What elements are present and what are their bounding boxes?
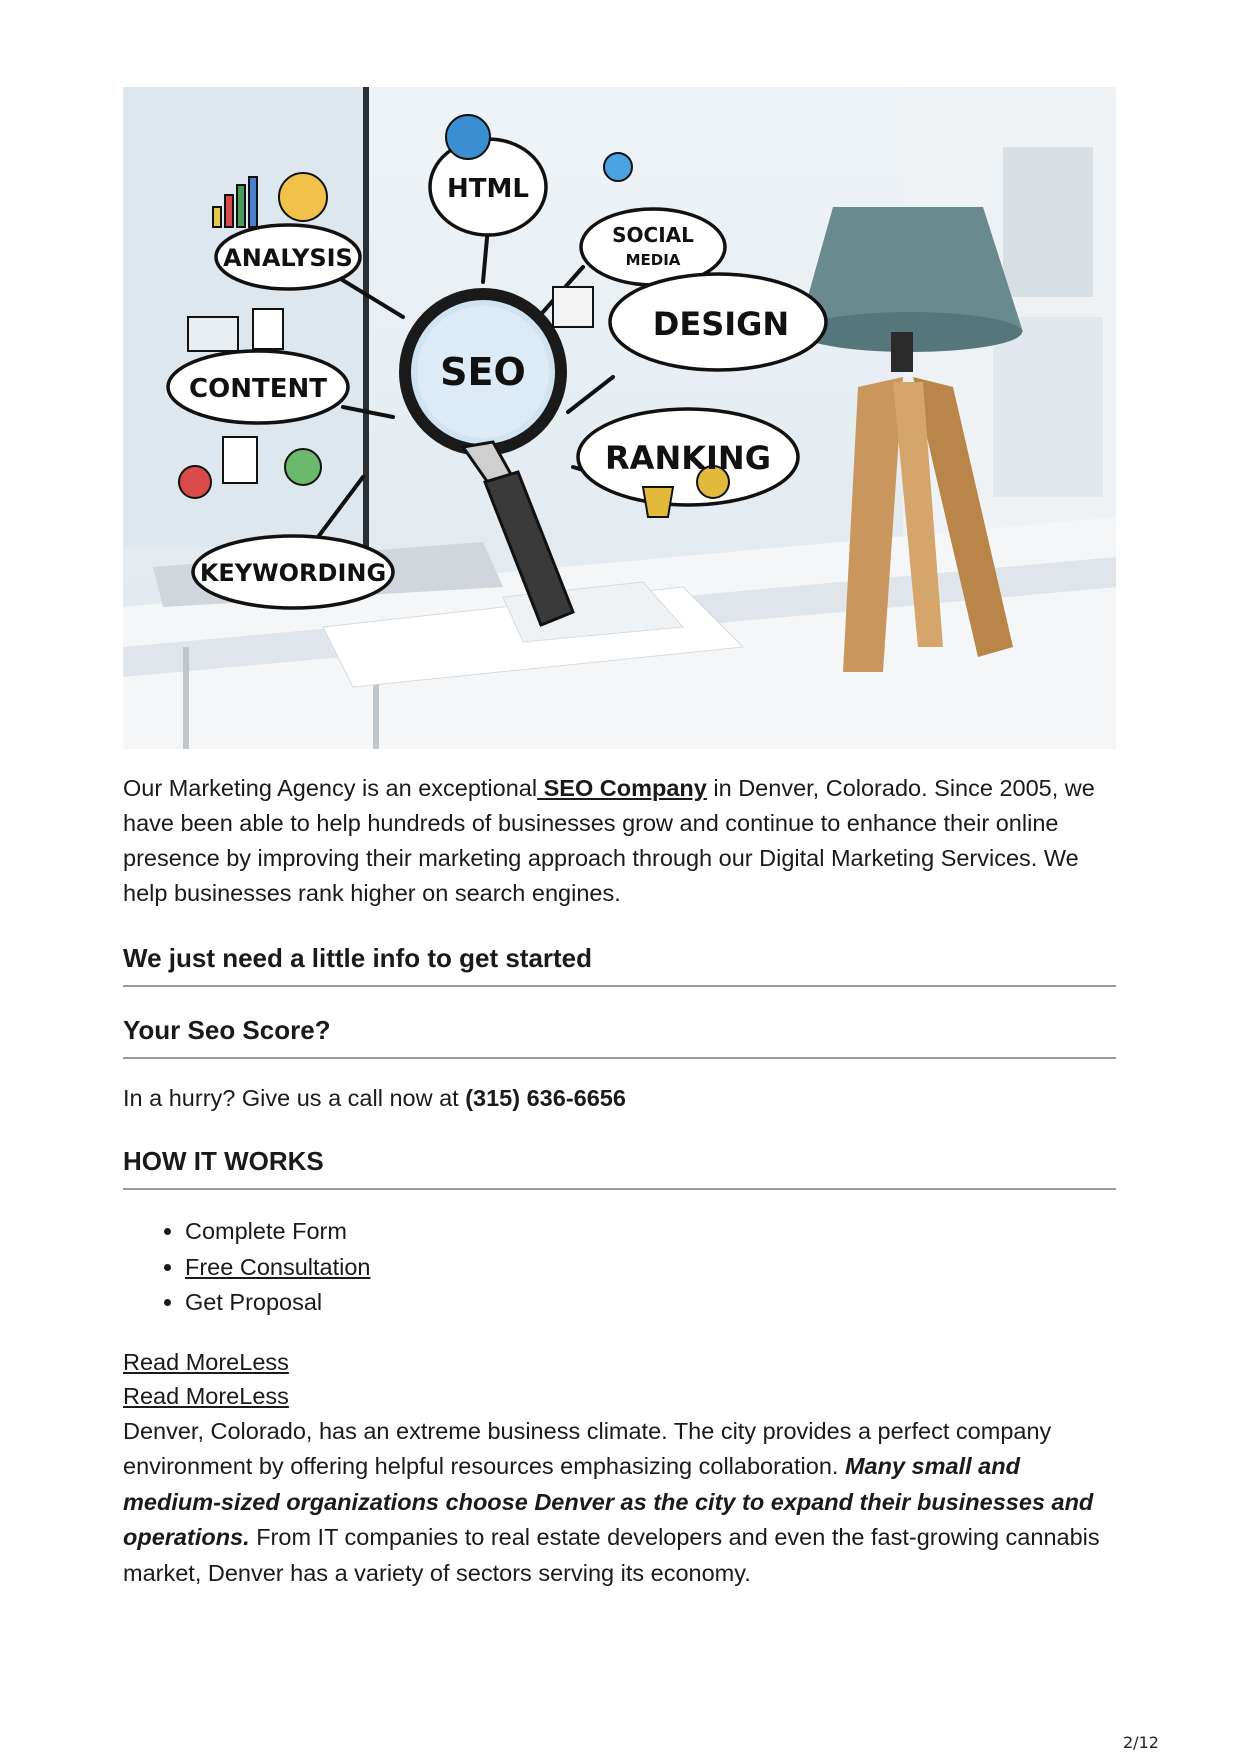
content-label: CONTENT: [189, 374, 327, 404]
heading-how-it-works: HOW IT WORKS: [123, 1144, 1116, 1190]
media-label: MEDIA: [625, 251, 681, 269]
closing-text-2: From IT companies to real estate developers and even the fast-growing cannabis market, Denver has a variety of sectors serving its economy.: [123, 1524, 1100, 1586]
social-label: SOCIAL: [612, 223, 694, 247]
read-more-block: [123, 1345, 1116, 1414]
seo-illustration: [123, 87, 1116, 749]
ranking-label: RANKING: [605, 439, 771, 477]
free-consultation-link[interactable]: Free Consultation: [185, 1253, 371, 1280]
phone-number: (315) 636-6656: [465, 1085, 626, 1111]
intro-text-before: Our Marketing Agency is an exceptional: [123, 775, 538, 801]
steps-list: [123, 1214, 1116, 1321]
seo-company-link[interactable]: SEO Company: [537, 775, 707, 801]
list-item-complete-form: • Complete Form: [185, 1214, 1116, 1250]
heading-seo-score: Your Seo Score?: [123, 1013, 1116, 1059]
keywording-label: KEYWORDING: [199, 559, 387, 587]
seo-label: SEO: [440, 350, 526, 394]
list-item-get-proposal: • Get Proposal: [185, 1285, 1116, 1321]
denver-paragraph: [123, 1414, 1116, 1592]
call-text: In a hurry? Give us a call now at: [123, 1085, 466, 1111]
design-label: DESIGN: [652, 305, 790, 343]
heading-get-started: We just need a little info to get started: [123, 941, 1116, 987]
page-number: 2/12: [1123, 1733, 1159, 1752]
read-more-link[interactable]: Read MoreLess: [123, 1383, 289, 1409]
closing-text-1: Denver, Colorado, has an extreme business climate. The city provides a perfect company environment by offering helpful resources emphasizing collaboration.: [123, 1417, 1052, 1479]
intro-text-after: in Denver, Colorado. Since 2005, we have been able to help hundreds of businesses grow and continue to enhance their online presence by improving their marketing approach through our Digital Marketing Services. We help businesses rank higher on search engines.: [123, 775, 1095, 906]
list-item-free-consultation: [185, 1250, 1116, 1286]
intro-paragraph: [123, 771, 1116, 911]
read-more-link[interactable]: Read MoreLess: [123, 1348, 289, 1375]
analysis-label: ANALYSIS: [223, 244, 353, 272]
closing-emphasis: Many small and medium-sized organizations choose Denver as the city to expand their businesses and operations.: [123, 1453, 1094, 1550]
call-line: [123, 1081, 1116, 1116]
seo-hero-image: [123, 87, 1116, 749]
document-page: [123, 87, 1116, 1591]
html-label: HTML: [447, 174, 529, 204]
